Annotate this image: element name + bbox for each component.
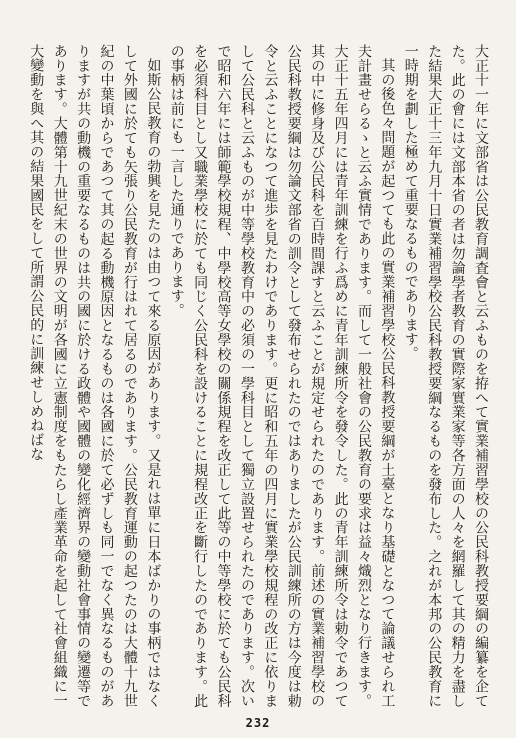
paragraph-2: 其の後色々問題が起つても此の實業補習學校公民科教授要綱が土臺となり基礎となつて論議せられ工夫計畫せらるゝと云ふ實情であります。而して一般社會の公民教育の要求は益々熾烈となり行きます。大正十五年四月には青年訓練を行ふ爲めに青年訓練所令を發令した。此の青年訓練所令は勅令であつて其の中に修身及び公民科を百時間課すと云ふことが規定せられたのであります。前述の實業補習學校の公民科教授要綱は勿論文部省の訓令として發布せられたのではありましたが公民訓練所の方は今度は勅令と云ふことになつて進歩を見たわけであります。更に昭和五年の四月に實業學校規程の改正に依りまして公民科と云ふものが中等學校教育中の必須の一學科目として獨立設置せられたのであります。次いで昭和六年には師範學校規程、中學校高等女學校の關係規程を改正して此等の中等學校に於ても公民科を必須科目とし又職業學校に於ても同じく公民科を設けることに規程改正を斷行したのであります。此の事柄は前にも一言した通りであります。 bbox=[168, 44, 396, 708]
paragraph-3: 如斯公民教育の勃興を見たのは由つて來る原因があります。又是れは單に日本ばかりの事柄ではなくして外國に於ても矢張り公民教育が行はれて居るのであります。公民教育運動の起つたのは大體十九世紀の中葉頃からであつて其の起る動機原因となるものは各國に於て必ずしも同一でなく異なるものがありますが共の動機の重要なるものは共の國に於ける政體や國體の變化經濟界の變動社會事情の變遷等であります。大體第十九世紀末の世界の文明が各國に立憲制度をもたらし產業革命を起して社會組織に一大變動を與へ其の結果國民をして所謂公民的に訓練せしめねばな bbox=[28, 44, 162, 708]
page-number: 232 bbox=[245, 716, 271, 730]
vertical-text-body bbox=[22, 44, 492, 708]
paragraph-1: 大正十一年に文部省は公民教育調査會と云ふものを拵へて實業補習學校の公民科教授要綱の編纂を企てた。此の會には文部本省の者は勿論學者教育の實際家實業家等各方面の人々を網羅して其の精力を盡した結果大正十三年九月十日實業補習學校公民科教授要綱なるものを發布した。之れが本邦の公民教育に一時期を劃した極めて重要なるものであります。 bbox=[402, 44, 489, 708]
